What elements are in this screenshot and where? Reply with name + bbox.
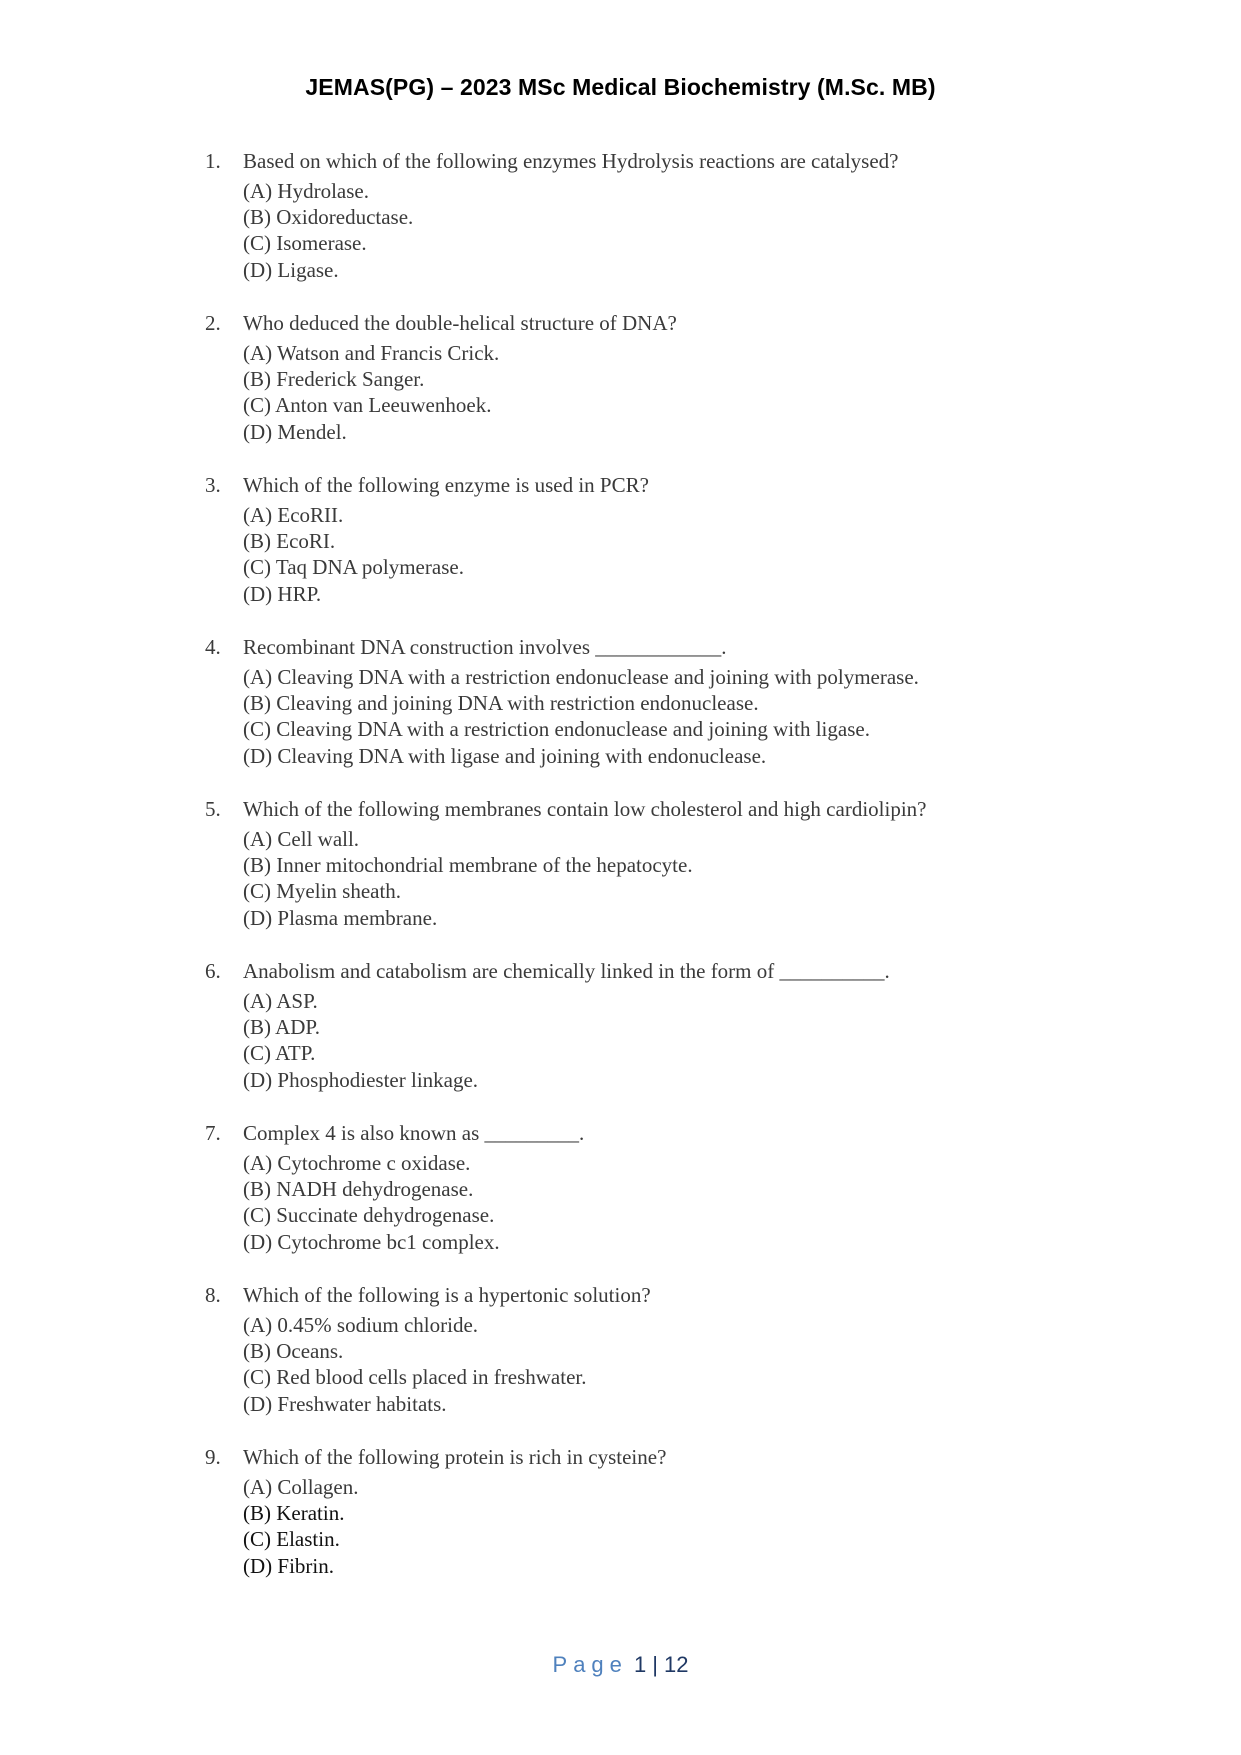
option-d xyxy=(243,1067,478,1093)
option-text: EcoRI. xyxy=(271,529,336,554)
option-a xyxy=(243,340,499,366)
option-letter: (C) xyxy=(243,879,271,904)
option-c xyxy=(243,230,413,256)
question-6 xyxy=(0,958,1241,1120)
question-text: Which of the following is a hypertonic solution? xyxy=(243,1283,651,1307)
option-text: HRP. xyxy=(272,581,322,606)
option-letter: (D) xyxy=(243,905,273,930)
option-letter: (A) xyxy=(243,989,273,1013)
option-text: ATP. xyxy=(271,1041,316,1066)
option-letter: (D) xyxy=(243,257,273,282)
option-list xyxy=(243,502,464,607)
option-letter: (C) xyxy=(243,393,271,418)
current-page-number: 1 xyxy=(634,1652,647,1677)
option-c xyxy=(243,1526,358,1552)
question-4 xyxy=(0,634,1241,796)
option-c xyxy=(243,1202,500,1228)
option-letter: (C) xyxy=(243,1365,271,1390)
option-b xyxy=(243,366,499,392)
option-text: Anton van Leeuwenhoek. xyxy=(271,393,492,418)
option-text: Inner mitochondrial membrane of the hepatocyte. xyxy=(271,853,693,878)
question-text: Based on which of the following enzymes Hydrolysis reactions are catalysed? xyxy=(243,149,899,173)
option-text: Freshwater habitats. xyxy=(272,1391,447,1416)
option-c xyxy=(243,878,693,904)
option-text: Cytochrome c oxidase. xyxy=(272,1151,471,1175)
option-text: Cytochrome bc1 complex. xyxy=(272,1229,500,1254)
option-text: Isomerase. xyxy=(271,231,367,256)
option-b xyxy=(243,204,413,230)
option-list xyxy=(243,340,499,445)
option-a xyxy=(243,1150,500,1176)
option-text: Watson and Francis Crick. xyxy=(272,341,500,365)
option-d xyxy=(243,1553,358,1579)
option-list xyxy=(243,1312,586,1417)
option-b xyxy=(243,1014,478,1040)
question-text: Recombinant DNA construction involves ____________. xyxy=(243,635,727,659)
option-text: Fibrin. xyxy=(272,1553,334,1578)
option-text: Elastin. xyxy=(271,1527,340,1552)
option-letter: (D) xyxy=(243,419,273,444)
option-letter: (D) xyxy=(243,743,273,768)
question-8 xyxy=(0,1282,1241,1444)
option-text: Succinate dehydrogenase. xyxy=(271,1203,495,1228)
option-text: Hydrolase. xyxy=(272,179,369,203)
option-text: Cleaving DNA with a restriction endonuclease and joining with ligase. xyxy=(271,717,870,742)
option-d xyxy=(243,1229,500,1255)
option-text: EcoRII. xyxy=(272,503,344,527)
option-text: Ligase. xyxy=(272,257,339,282)
option-letter: (B) xyxy=(243,853,271,878)
question-number: 4. xyxy=(205,635,221,659)
option-d xyxy=(243,257,413,283)
option-letter: (B) xyxy=(243,529,271,554)
question-list xyxy=(0,148,1241,1606)
page-title: JEMAS(PG) – 2023 MSc Medical Biochemistry (M.Sc. MB) xyxy=(305,74,936,100)
option-a xyxy=(243,1312,586,1338)
question-text: Who deduced the double-helical structure of DNA? xyxy=(243,311,677,335)
option-d xyxy=(243,581,464,607)
option-text: ASP. xyxy=(272,989,318,1013)
option-a xyxy=(243,664,919,690)
question-7 xyxy=(0,1120,1241,1282)
question-text: Which of the following protein is rich in cysteine? xyxy=(243,1445,667,1469)
option-text: NADH dehydrogenase. xyxy=(271,1177,474,1202)
option-list xyxy=(243,1150,500,1255)
question-text: Which of the following enzyme is used in PCR? xyxy=(243,473,649,497)
option-letter: (A) xyxy=(243,827,273,851)
option-letter: (C) xyxy=(243,1527,271,1552)
option-letter: (B) xyxy=(243,1501,271,1526)
option-d xyxy=(243,419,499,445)
option-b xyxy=(243,1338,586,1364)
option-letter: (D) xyxy=(243,1553,273,1578)
page-label: Page xyxy=(552,1652,628,1677)
option-list xyxy=(243,1474,358,1579)
option-text: Oxidoreductase. xyxy=(271,205,414,230)
option-letter: (D) xyxy=(243,581,273,606)
question-2 xyxy=(0,310,1241,472)
option-list xyxy=(243,664,919,769)
option-letter: (A) xyxy=(243,1475,273,1499)
option-text: Oceans. xyxy=(271,1339,344,1364)
option-c xyxy=(243,1364,586,1390)
question-number: 5. xyxy=(205,797,221,821)
question-9 xyxy=(0,1444,1241,1606)
question-number: 8. xyxy=(205,1283,221,1307)
option-letter: (D) xyxy=(243,1391,273,1416)
option-text: Keratin. xyxy=(271,1501,345,1526)
option-letter: (B) xyxy=(243,1339,271,1364)
option-text: Mendel. xyxy=(272,419,347,444)
question-number: 6. xyxy=(205,959,221,983)
option-letter: (B) xyxy=(243,205,271,230)
option-letter: (A) xyxy=(243,665,273,689)
question-number: 9. xyxy=(205,1445,221,1469)
option-list xyxy=(243,826,693,931)
page-footer xyxy=(0,1652,1241,1678)
option-text: ADP. xyxy=(271,1015,321,1040)
option-letter: (B) xyxy=(243,1177,271,1202)
option-letter: (A) xyxy=(243,1151,273,1175)
option-text: Cleaving DNA with a restriction endonuclease and joining with polymerase. xyxy=(272,665,919,689)
option-letter: (C) xyxy=(243,555,271,580)
option-letter: (A) xyxy=(243,341,273,365)
question-text: Anabolism and catabolism are chemically linked in the form of __________. xyxy=(243,959,890,983)
option-letter: (C) xyxy=(243,231,271,256)
option-b xyxy=(243,1500,358,1526)
option-d xyxy=(243,905,693,931)
option-a xyxy=(243,826,693,852)
option-letter: (B) xyxy=(243,367,271,392)
option-letter: (B) xyxy=(243,1015,271,1040)
option-list xyxy=(243,178,413,283)
option-c xyxy=(243,392,499,418)
question-number: 2. xyxy=(205,311,221,335)
question-text: Complex 4 is also known as _________. xyxy=(243,1121,585,1145)
option-letter: (C) xyxy=(243,1203,271,1228)
option-text: Phosphodiester linkage. xyxy=(272,1067,479,1092)
question-number: 3. xyxy=(205,473,221,497)
option-text: Frederick Sanger. xyxy=(271,367,425,392)
option-c xyxy=(243,554,464,580)
page-separator: | xyxy=(652,1652,658,1677)
option-letter: (D) xyxy=(243,1067,273,1092)
question-number: 1. xyxy=(205,149,221,173)
option-text: Red blood cells placed in freshwater. xyxy=(271,1365,587,1390)
option-letter: (C) xyxy=(243,717,271,742)
option-letter: (D) xyxy=(243,1229,273,1254)
question-text: Which of the following membranes contain low cholesterol and high cardiolipin? xyxy=(243,797,927,821)
option-a xyxy=(243,502,464,528)
option-letter: (C) xyxy=(243,1041,271,1066)
option-letter: (A) xyxy=(243,179,273,203)
option-text: Collagen. xyxy=(272,1475,359,1499)
option-list xyxy=(243,988,478,1093)
option-a xyxy=(243,988,478,1014)
option-b xyxy=(243,1176,500,1202)
option-d xyxy=(243,743,919,769)
option-text: Cell wall. xyxy=(272,827,360,851)
question-number: 7. xyxy=(205,1121,221,1145)
option-text: Myelin sheath. xyxy=(271,879,402,904)
option-text: Taq DNA polymerase. xyxy=(271,555,464,580)
total-pages: 12 xyxy=(664,1652,689,1677)
option-text: Plasma membrane. xyxy=(272,905,438,930)
option-letter: (B) xyxy=(243,691,271,716)
option-c xyxy=(243,716,919,742)
option-a xyxy=(243,1474,358,1500)
option-text: Cleaving DNA with ligase and joining with endonuclease. xyxy=(272,743,767,768)
option-a xyxy=(243,178,413,204)
option-text: Cleaving and joining DNA with restriction endonuclease. xyxy=(271,691,759,716)
question-5 xyxy=(0,796,1241,958)
option-text: 0.45% sodium chloride. xyxy=(272,1313,479,1337)
question-3 xyxy=(0,472,1241,634)
option-b xyxy=(243,852,693,878)
option-b xyxy=(243,690,919,716)
option-d xyxy=(243,1391,586,1417)
option-b xyxy=(243,528,464,554)
question-1 xyxy=(0,148,1241,310)
option-c xyxy=(243,1040,478,1066)
option-letter: (A) xyxy=(243,503,273,527)
option-letter: (A) xyxy=(243,1313,273,1337)
